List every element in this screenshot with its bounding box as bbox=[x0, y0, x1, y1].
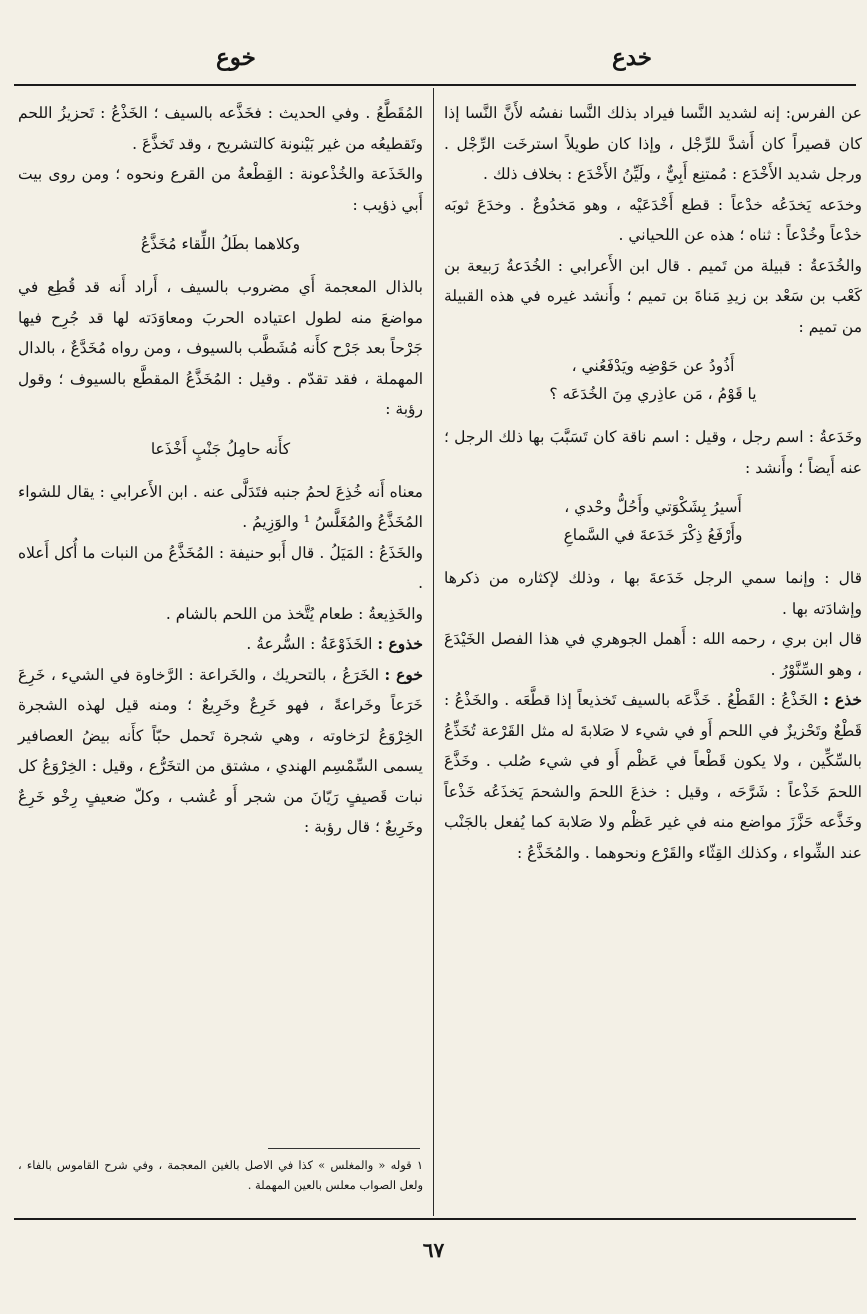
verse-line: يا قَوْمُ ، مَن عاذِري مِنَ الخُدَعَه ؟ bbox=[549, 385, 757, 403]
left-paragraph-2: والخَذَعة والخُذْعونة : القِطْعةُ من القرع ونحوه ؛ ومن روى بيت أَبي ذؤيب : bbox=[18, 165, 423, 214]
bottom-rule bbox=[14, 1218, 856, 1220]
right-paragraph-1: عن الفرس: إنه لشديد النَّسا فيراد بذلك النَّسا نفسُه لأَنَّ النَّسا إذا كان قصيراً كان أَشدَّ للرِّجْل ، وإذا كان طويلاً استرخَت الرِّجْل . ورجل شديد الأَخْدَع : مُمتنِع أَبِيٌّ ، ولَيِّنُ الأَخْدَع : بخلاف ذلك . bbox=[444, 104, 862, 183]
verse-line: أَذُودُ عن حَوْضِه ويَدْفَعُني ، bbox=[571, 357, 735, 375]
entry-headword: خذع : bbox=[823, 690, 862, 709]
verse-abu-dhuayb bbox=[18, 230, 423, 258]
header-right-word: خدع bbox=[612, 44, 653, 71]
left-paragraph-5: والخَذَعُ : المَيَلُ . قال أَبو حنيفة : المُخَذَّعُ من النبات ما أُكل أَعلاه . bbox=[18, 543, 423, 592]
verse-line: أَسيرُ بِشَكْوَتي وأَحُلُّ وحْدي ، bbox=[564, 498, 742, 516]
verse-ruba bbox=[18, 435, 423, 463]
verse-line: كأَنه حامِلُ جَنْبٍ أَخْذَعا bbox=[150, 439, 291, 458]
entry-body: الخَرَعُ ، بالتحريك ، والخَراعة : الرَّخاوة في الشيء ، خَرِعَ خَرَعاً وخَراعةً ، فهو خَرِعٌ وخَرِيعٌ ؛ ومنه قيل لهذه الشجرة الخِرْوَعُ لرَخاوته ، وهي شجرة تَحمل حبّاً كأَنه بيضُ العصافير يسمى السِّمْسِم الهندي ، مشتق من التخَرُّع ، وقيل : الخِرْوَعُ كل نبات قَصيفٍ رَيّانَ من شجر أَو عُشب ، وكلّ ضعيفٍ رِخْو خَرِعٌ وخَرِيعٌ ؛ قال رؤبة : bbox=[18, 665, 423, 836]
verse-line: وأَرْفَعُ ذِكْرَ خَدَعةَ في السَّماعِ bbox=[563, 526, 743, 544]
entry-headword: خذوع : bbox=[377, 634, 423, 653]
footnote-rule bbox=[268, 1148, 420, 1149]
column-divider bbox=[433, 88, 434, 1216]
right-paragraph-3: والخُدَعةُ : قبيلة من تَميم . قال ابن الأَعرابي : الخُدَعةُ رَبيعة بن كَعْب بن سَعْد بن زيدِ مَناةَ بن تميم ؛ وأَنشد غيره في هذه القبيلة من تميم : bbox=[444, 256, 862, 336]
right-paragraph-5: قال : وإنما سمي الرجل خَدَعةَ بها ، وذلك لإكثاره من ذكرها وإشادَته بها . bbox=[444, 569, 862, 618]
verse-khudaa bbox=[444, 352, 862, 408]
right-paragraph-2: وخدَعه يَخدَعُه خدْعاً : قطع أَخْدَعَيْه ، وهو مَخدُوعٌ . وخدَعَ ثوبَه خدْعاً وخُدْعاً : ثناه ؛ هذه عن اللحياني . bbox=[444, 195, 862, 244]
left-paragraph-6: والخَذِيعةُ : طعام يُتَّخذ من اللحم بالشام . bbox=[165, 604, 423, 623]
left-paragraph-4: معناه أَنه خُذِعَ لحمُ جنبه فتَدَلَّى عنه . ابن الأَعرابي : يقال للشواء المُخَذَّعُ والمُغَلَّسُ ¹ والوَزِيمُ . bbox=[18, 482, 423, 531]
verse-line: وكلاهما بطَلُ اللِّقاء مُخَذَّعُ bbox=[140, 235, 301, 253]
left-paragraph-1: المُقَطَّعُ . وفي الحديث : فخَذَّعه بالسيف ؛ الخَذْعُ : تَحزيزُ اللحم وتَقطيعُه من غير بَيْنونة كالتشريح ، وقد تَخذَّعَ . bbox=[18, 104, 423, 153]
entry-headword: خوع : bbox=[384, 664, 423, 684]
top-rule bbox=[14, 84, 856, 86]
page-number: ٦٧ bbox=[422, 1238, 445, 1262]
footnote: ١ قوله « والمغلس » كذا في الاصل بالغين المعجمة ، وفي شرح القاموس بالفاء ، ولعل الصواب معلس بالعين المهملة . bbox=[18, 1158, 423, 1192]
entry-khara bbox=[18, 660, 423, 843]
entry-khadhwa bbox=[18, 629, 423, 660]
verse-khadaa bbox=[444, 493, 862, 549]
left-column bbox=[18, 98, 423, 843]
right-column bbox=[444, 98, 862, 868]
entry-body: الخَذَوْعَةُ : السُّرعةُ . bbox=[246, 635, 373, 653]
entry-khadhaa bbox=[444, 685, 862, 868]
header-left-word: خوع bbox=[216, 44, 256, 71]
right-paragraph-4: وخَدَعةُ : اسم رجل ، وقيل : اسم ناقة كان تَسَبَّبَ بها ذلك الرجل ؛ عنه أَيضاً ؛ وأَنشد : bbox=[444, 428, 862, 477]
right-paragraph-6: قال ابن بري ، رحمه الله : أَهمل الجوهري في هذا الفصل الخَيْدَعَ ، وهو السِّنَّوْرُ . bbox=[444, 630, 862, 679]
entry-body: الخَذْعُ : القَطْعُ . خَذَّعَه بالسيف تَخذيعاً إذا قطَّعَه . والخَذْعُ : قَطْعٌ وتَحْزيزٌ في اللحم أَو في شيء لا صَلابةَ له مثل القَرْعة تُخَذِّعُ بالسِّكِّين ، ولا يكون قَطْعاً في عَظْم أَو في شيء صُلب . وخَذَّعَ اللحمَ خَذْعاً : شَرَّحَه ، وقيل : خذعَ اللحمَ والشحمَ يَخذَعُه خَذْعاً وخَذَّعه حَزَّزَ مواضع منه في غير عَظْم ولا صَلابة كما يُفعل بالجَنْب عند الشِّواء ، وكذلك القِثّاء والقَرْع ونحوهما . والمُخَذَّعُ : bbox=[444, 691, 862, 862]
left-paragraph-3: بالذال المعجمة أَي مضروب بالسيف ، أَراد أَنه قد قُطِع في مواضعَ منه لطول اعتياده الحربَ ومعاوَدَته لها قد جُرِح فيها جَرْحاً بعد جَرْح كأَنه مُشَطَّب بالسيوف ، ومن رواه مُخَدَّعٌ ، بالدال المهملة ، فقد تقدّم . وقيل : المُخَذَّعُ المقطَّع بالسيوف ؛ وقول رؤبة : bbox=[18, 278, 423, 418]
